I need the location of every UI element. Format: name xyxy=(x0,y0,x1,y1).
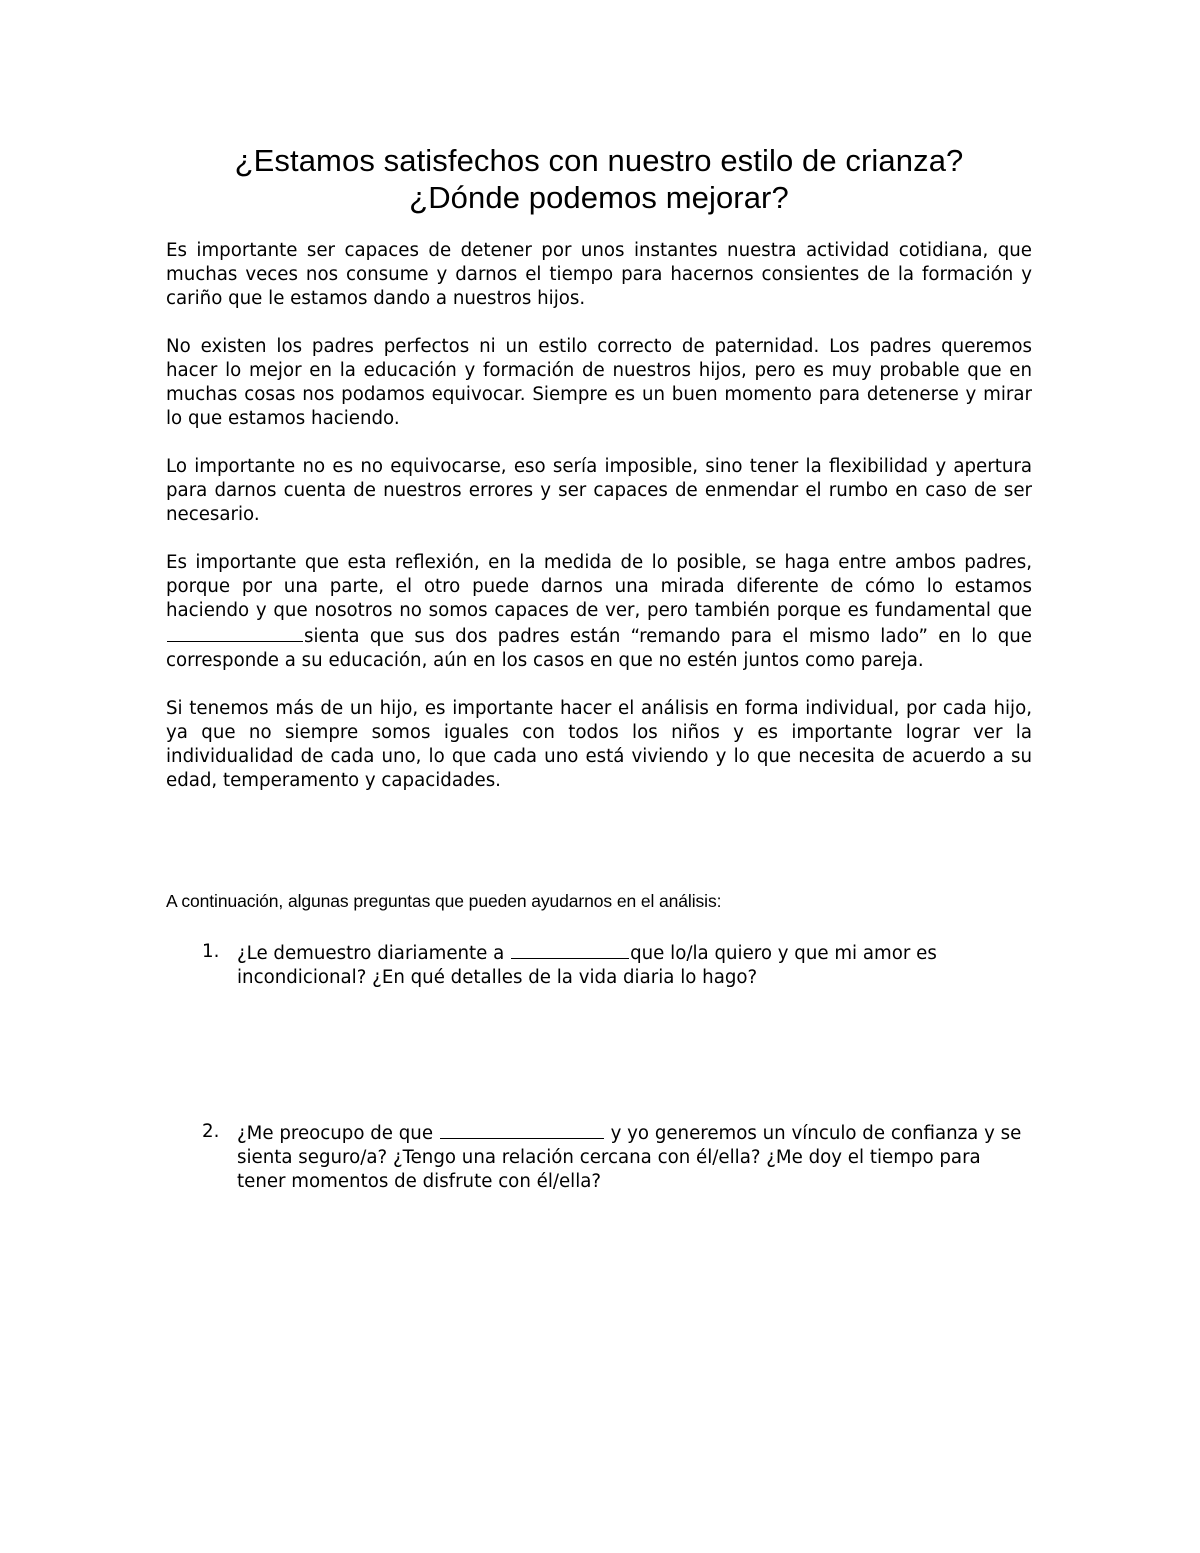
fill-in-blank-line xyxy=(440,1120,604,1139)
paragraph-1: Es importante ser capaces de detener por unos instantes nuestra actividad cotidiana, que muchas veces nos consume y darnos el tiempo para hacernos consientes de la formación y cariño que le estamos dando a nuestros hijos. xyxy=(166,240,1032,309)
question-number: 1. xyxy=(202,941,220,962)
question-text-before: ¿Le demuestro diariamente a xyxy=(237,943,505,964)
document-title xyxy=(166,142,1032,216)
paragraph-2: No existen los padres perfectos ni un estilo correcto de paternidad. Los padres queremos hacer lo mejor en la educación y formación de nuestros hijos, pero es muy probable que en muchas cosas nos podamos equivocar. Siempre es un buen momento para detenerse y mirar lo que estamos haciendo. xyxy=(166,336,1032,429)
title-line-1: ¿Estamos satisfechos con nuestro estilo de crianza? xyxy=(234,143,964,178)
question-text-after: que lo/la quiero y que mi amor es incondicional? ¿En qué detalles de la vida diaria lo hago? xyxy=(237,943,937,988)
paragraph-4 xyxy=(166,551,1032,673)
question-item xyxy=(166,940,1032,990)
document-page xyxy=(166,142,1032,1194)
question-text-before: ¿Me preocupo de que xyxy=(237,1123,434,1144)
fill-in-blank-line xyxy=(167,623,303,642)
paragraph-5: Si tenemos más de un hijo, es importante hacer el análisis en forma individual, por cada hijo, ya que no siempre somos iguales con todos los niños y es importante lograr ver la individualidad de cada uno, lo que cada uno está viviendo y lo que necesita de acuerdo a su edad, temperamento y capacidades. xyxy=(166,698,1032,791)
paragraph-4-text-after: sienta que sus dos padres están “remando para el mismo lado” en lo que corresponde a su educación, aún en los casos en que no estén juntos como pareja. xyxy=(166,626,1032,671)
paragraph-3: Lo importante no es no equivocarse, eso sería imposible, sino tener la flexibilidad y apertura para darnos cuenta de nuestros errores y ser capaces de enmendar el rumbo en caso de ser necesario. xyxy=(166,456,1032,525)
title-line-2: ¿Dónde podemos mejorar? xyxy=(409,180,789,215)
fill-in-blank-line xyxy=(511,940,629,959)
question-item xyxy=(166,1120,1032,1194)
question-number: 2. xyxy=(202,1121,220,1142)
question-text-after: y yo generemos un vínculo de confianza y se sienta seguro/a? ¿Tengo una relación cercana con él/ella? ¿Me doy el tiempo para tener momentos de disfrute con él/ella? xyxy=(237,1123,1022,1192)
questions-intro: A continuación, algunas preguntas que pueden ayudarnos en el análisis: xyxy=(166,891,722,911)
paragraph-4-text-before: Es importante que esta reflexión, en la medida de lo posible, se haga entre ambos padres, porque por una parte, el otro puede darnos una mirada diferente de cómo lo estamos haciendo y que nosotros no somos capaces de ver, pero también porque es fundamental que xyxy=(166,552,1032,621)
questions-list xyxy=(166,940,1032,1194)
